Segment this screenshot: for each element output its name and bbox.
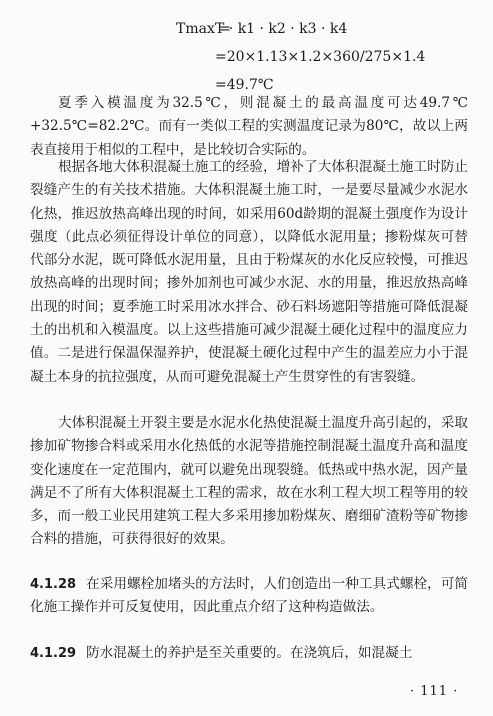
- formula-calculation: =20×1.13×1.2×360/275×1.4: [215, 49, 426, 65]
- section-text: 在采用螺栓加堵头的方法时，人们创造出一种工具式螺栓，可简化施工操作并可反复使用，因此重点介绍了这种构造做法。: [30, 576, 468, 616]
- paragraph-cracking-causes: 大体积混凝土开裂主要是水泥水化热使混凝土温度升高引起的，采取掺加矿物掺合料或采用水化热低的水泥等措施控制混凝土温度升高和温度变化速度在一定范围内，就可以避免出现裂缝。低热或中热水泥，因产量满足不了所有大体积混凝土工程的需求，故在水利工程大坝工程等用的较多，而一般工业民用建筑工程大多采用掺加粉煤灰、磨细矿渣粉等矿物掺合料的措施，可获得很好的效果。: [30, 415, 468, 548]
- section-4-1-28: [30, 573, 468, 620]
- section-4-1-29: [30, 642, 468, 665]
- page-number: · 111 ·: [410, 684, 459, 699]
- section-number: 4.1.29: [30, 646, 77, 661]
- section-text: 防水混凝土的养护是至关重要的。在浇筑后，如混凝土: [86, 645, 413, 661]
- formula-lhs: Tmax =: [176, 21, 232, 37]
- paragraph-summer-temperature: 夏季入模温度为32.5℃，则混凝土的最高温度可达49.7℃+32.5℃=82.2℃。而有一类似工程的实测温度记录为80℃，故以上两表直接用于相似的工程中，是比较切合实际的。: [30, 95, 468, 158]
- paragraph-crack-prevention: 根据各地大体积混凝土施工的经验，增补了大体积混凝土施工时防止裂缝产生的有关技术措施。大体积混凝土施工时，一是要尽量减少水泥水化热，推迟放热高峰出现的时间，如采用60d龄期的混凝土强度作为设计强度（此点必须征得设计单位的同意），以降低水泥用量；掺粉煤灰可替代部分水泥，既可降低水泥用量，且由于粉煤灰的水化反应较慢，可推迟放热高峰的出现时间；掺外加剂也可减少水泥、水的用量，推迟放热高峰出现的时间；夏季施工时采用冰水拌合、砂石料场遮阳等措施可降低混凝土的出机和入模温度。以上这些措施可减少混凝土硬化过程中的温度应力值。二是进行保温保湿养护，使混凝土硬化过程中产生的温差应力小于混凝土本身的抗拉强度，从而可避免混凝土产生贯穿性的有害裂缝。: [30, 159, 468, 385]
- formula-rhs: T · k1 · k2 · k3 · k4: [215, 21, 348, 37]
- section-number: 4.1.28: [30, 577, 77, 592]
- formula-result: =49.7℃: [215, 77, 274, 93]
